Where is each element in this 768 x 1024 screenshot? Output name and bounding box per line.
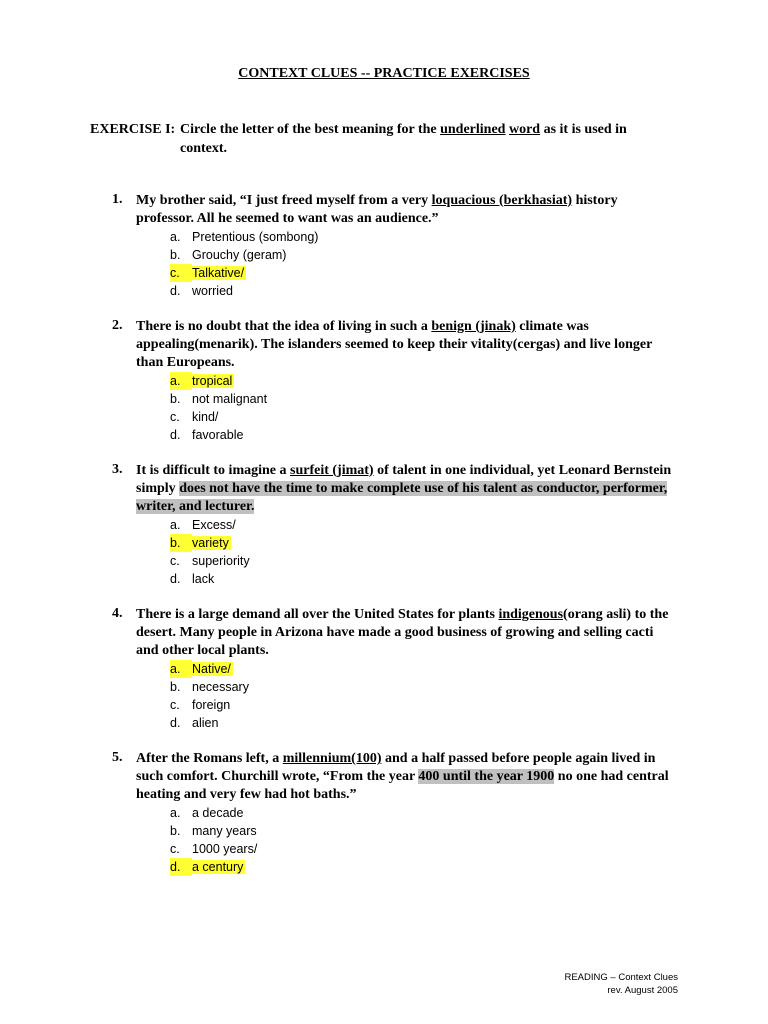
highlighted-answer: variety	[192, 536, 229, 550]
option-letter: a.	[170, 518, 181, 532]
answer-option	[170, 534, 672, 552]
question-item	[112, 462, 672, 588]
instructions-continuation: context.	[180, 141, 228, 156]
answer-option	[170, 246, 672, 264]
answer-option	[170, 552, 672, 570]
stem-text: no one had central heating and very few had hot baths.”	[136, 769, 669, 802]
option-letter: c.	[170, 410, 180, 424]
question-item	[112, 750, 672, 876]
question-number: 4.	[112, 606, 123, 621]
option-letter: b.	[170, 248, 181, 262]
option-text: necessary	[192, 680, 249, 694]
stem-text: (orang asli) to the desert. Many people in Arizona have made a good business of growing and selling cacti and other local plants.	[136, 607, 669, 658]
clue-highlight: 400 until the year 1900	[418, 769, 555, 784]
option-letter: a.	[170, 806, 181, 820]
target-word: indigenous	[498, 607, 564, 622]
stem-text: climate was appealing(menarik). The islanders seemed to keep their vitality(cergas) and live longer than Europeans.	[136, 319, 653, 370]
stem-text: After the Romans left, a	[136, 751, 283, 766]
question-item	[112, 318, 672, 444]
option-text: kind/	[192, 410, 219, 424]
option-list	[170, 372, 672, 444]
target-word: millennium(100)	[282, 751, 382, 766]
option-letter: a.	[170, 372, 192, 390]
footer-revision: rev. August 2005	[607, 985, 678, 996]
answer-option	[170, 696, 672, 714]
option-letter: c.	[170, 264, 192, 282]
answer-option	[170, 408, 672, 426]
option-letter: b.	[170, 680, 181, 694]
question-stem	[136, 192, 672, 228]
answer-option	[170, 804, 672, 822]
instructions-line	[90, 120, 690, 139]
option-text: Grouchy (geram)	[192, 248, 287, 262]
question-stem	[136, 318, 672, 372]
option-letter: d.	[170, 716, 181, 730]
exercise-label: EXERCISE I:	[90, 122, 176, 137]
question-number: 5.	[112, 750, 123, 765]
option-text: lack	[192, 572, 215, 586]
answer-option	[170, 858, 672, 876]
option-list	[170, 660, 672, 732]
question-number: 2.	[112, 318, 123, 333]
option-text: a decade	[192, 806, 244, 820]
stem-text: My brother said, “I just freed myself from a very	[136, 193, 432, 208]
stem-text: There is no doubt that the idea of living in such a	[136, 319, 432, 334]
answer-option	[170, 282, 672, 300]
underlined-word-1: underlined	[440, 122, 506, 137]
option-letter: d.	[170, 284, 181, 298]
option-letter: b.	[170, 392, 181, 406]
target-word: surfeit (jimat)	[290, 463, 374, 478]
option-text: worried	[192, 284, 233, 298]
answer-option	[170, 390, 672, 408]
option-list	[170, 516, 672, 588]
footer-course: READING – Context Clues	[564, 972, 678, 983]
option-text: 1000 years/	[192, 842, 258, 856]
target-word: loquacious (berkhasiat)	[431, 193, 573, 208]
answer-option	[170, 228, 672, 246]
option-text: Pretentious (sombong)	[192, 230, 319, 244]
clue-highlight: does not have the time to make complete use of his talent as conductor, performer, writer, and lecturer.	[136, 481, 668, 514]
instructions-text: Circle the letter of the best meaning for the	[180, 122, 441, 137]
answer-option	[170, 426, 672, 444]
underlined-word-2: word	[508, 122, 541, 137]
page-title	[0, 66, 768, 82]
question-item	[112, 606, 672, 732]
question-number: 3.	[112, 462, 123, 477]
answer-option	[170, 516, 672, 534]
stem-text: There is a large demand all over the United States for plants	[136, 607, 499, 622]
answer-option	[170, 570, 672, 588]
option-text: not malignant	[192, 392, 268, 406]
question-stem	[136, 750, 672, 804]
option-letter: b.	[170, 534, 192, 552]
option-text: many years	[192, 824, 257, 838]
question-item	[112, 192, 672, 300]
stem-text: It is difficult to imagine a	[136, 463, 290, 478]
highlighted-answer: Native/	[192, 662, 231, 676]
answer-option	[170, 822, 672, 840]
highlighted-answer: a century	[192, 860, 244, 874]
option-letter: a.	[170, 230, 181, 244]
question-number: 1.	[112, 192, 123, 207]
option-letter: d.	[170, 858, 192, 876]
page-footer	[418, 971, 678, 997]
answer-option	[170, 714, 672, 732]
stem-text: of talent in one individual, yet Leonard Bernstein simply	[136, 463, 672, 496]
question-stem	[136, 606, 672, 660]
answer-option	[170, 264, 672, 282]
option-list	[170, 228, 672, 300]
option-text: foreign	[192, 698, 231, 712]
option-letter: d.	[170, 428, 181, 442]
option-list	[170, 804, 672, 876]
option-letter: c.	[170, 842, 180, 856]
answer-option	[170, 660, 672, 678]
highlighted-answer: Talkative/	[192, 266, 245, 280]
option-text: alien	[192, 716, 219, 730]
option-letter: c.	[170, 554, 180, 568]
question-stem	[136, 462, 672, 516]
option-letter: c.	[170, 698, 180, 712]
stem-text: history professor. All he seemed to want was an audience.”	[136, 193, 618, 226]
answer-option	[170, 840, 672, 858]
answer-option	[170, 678, 672, 696]
stem-text: and a half passed before people again lived in such comfort. Churchill wrote, “From the year	[136, 751, 656, 784]
option-text: superiority	[192, 554, 250, 568]
option-text: favorable	[192, 428, 244, 442]
option-letter: b.	[170, 824, 181, 838]
title-text: CONTEXT CLUES -- PRACTICE EXERCISES	[238, 66, 530, 81]
answer-option	[170, 372, 672, 390]
option-letter: a.	[170, 660, 192, 678]
option-text: Excess/	[192, 518, 236, 532]
exercise-instructions	[90, 120, 690, 158]
highlighted-answer: tropical	[192, 374, 233, 388]
instructions-text-end: as it is used in	[540, 122, 627, 137]
option-letter: d.	[170, 572, 181, 586]
target-word: benign (jinak)	[431, 319, 516, 334]
